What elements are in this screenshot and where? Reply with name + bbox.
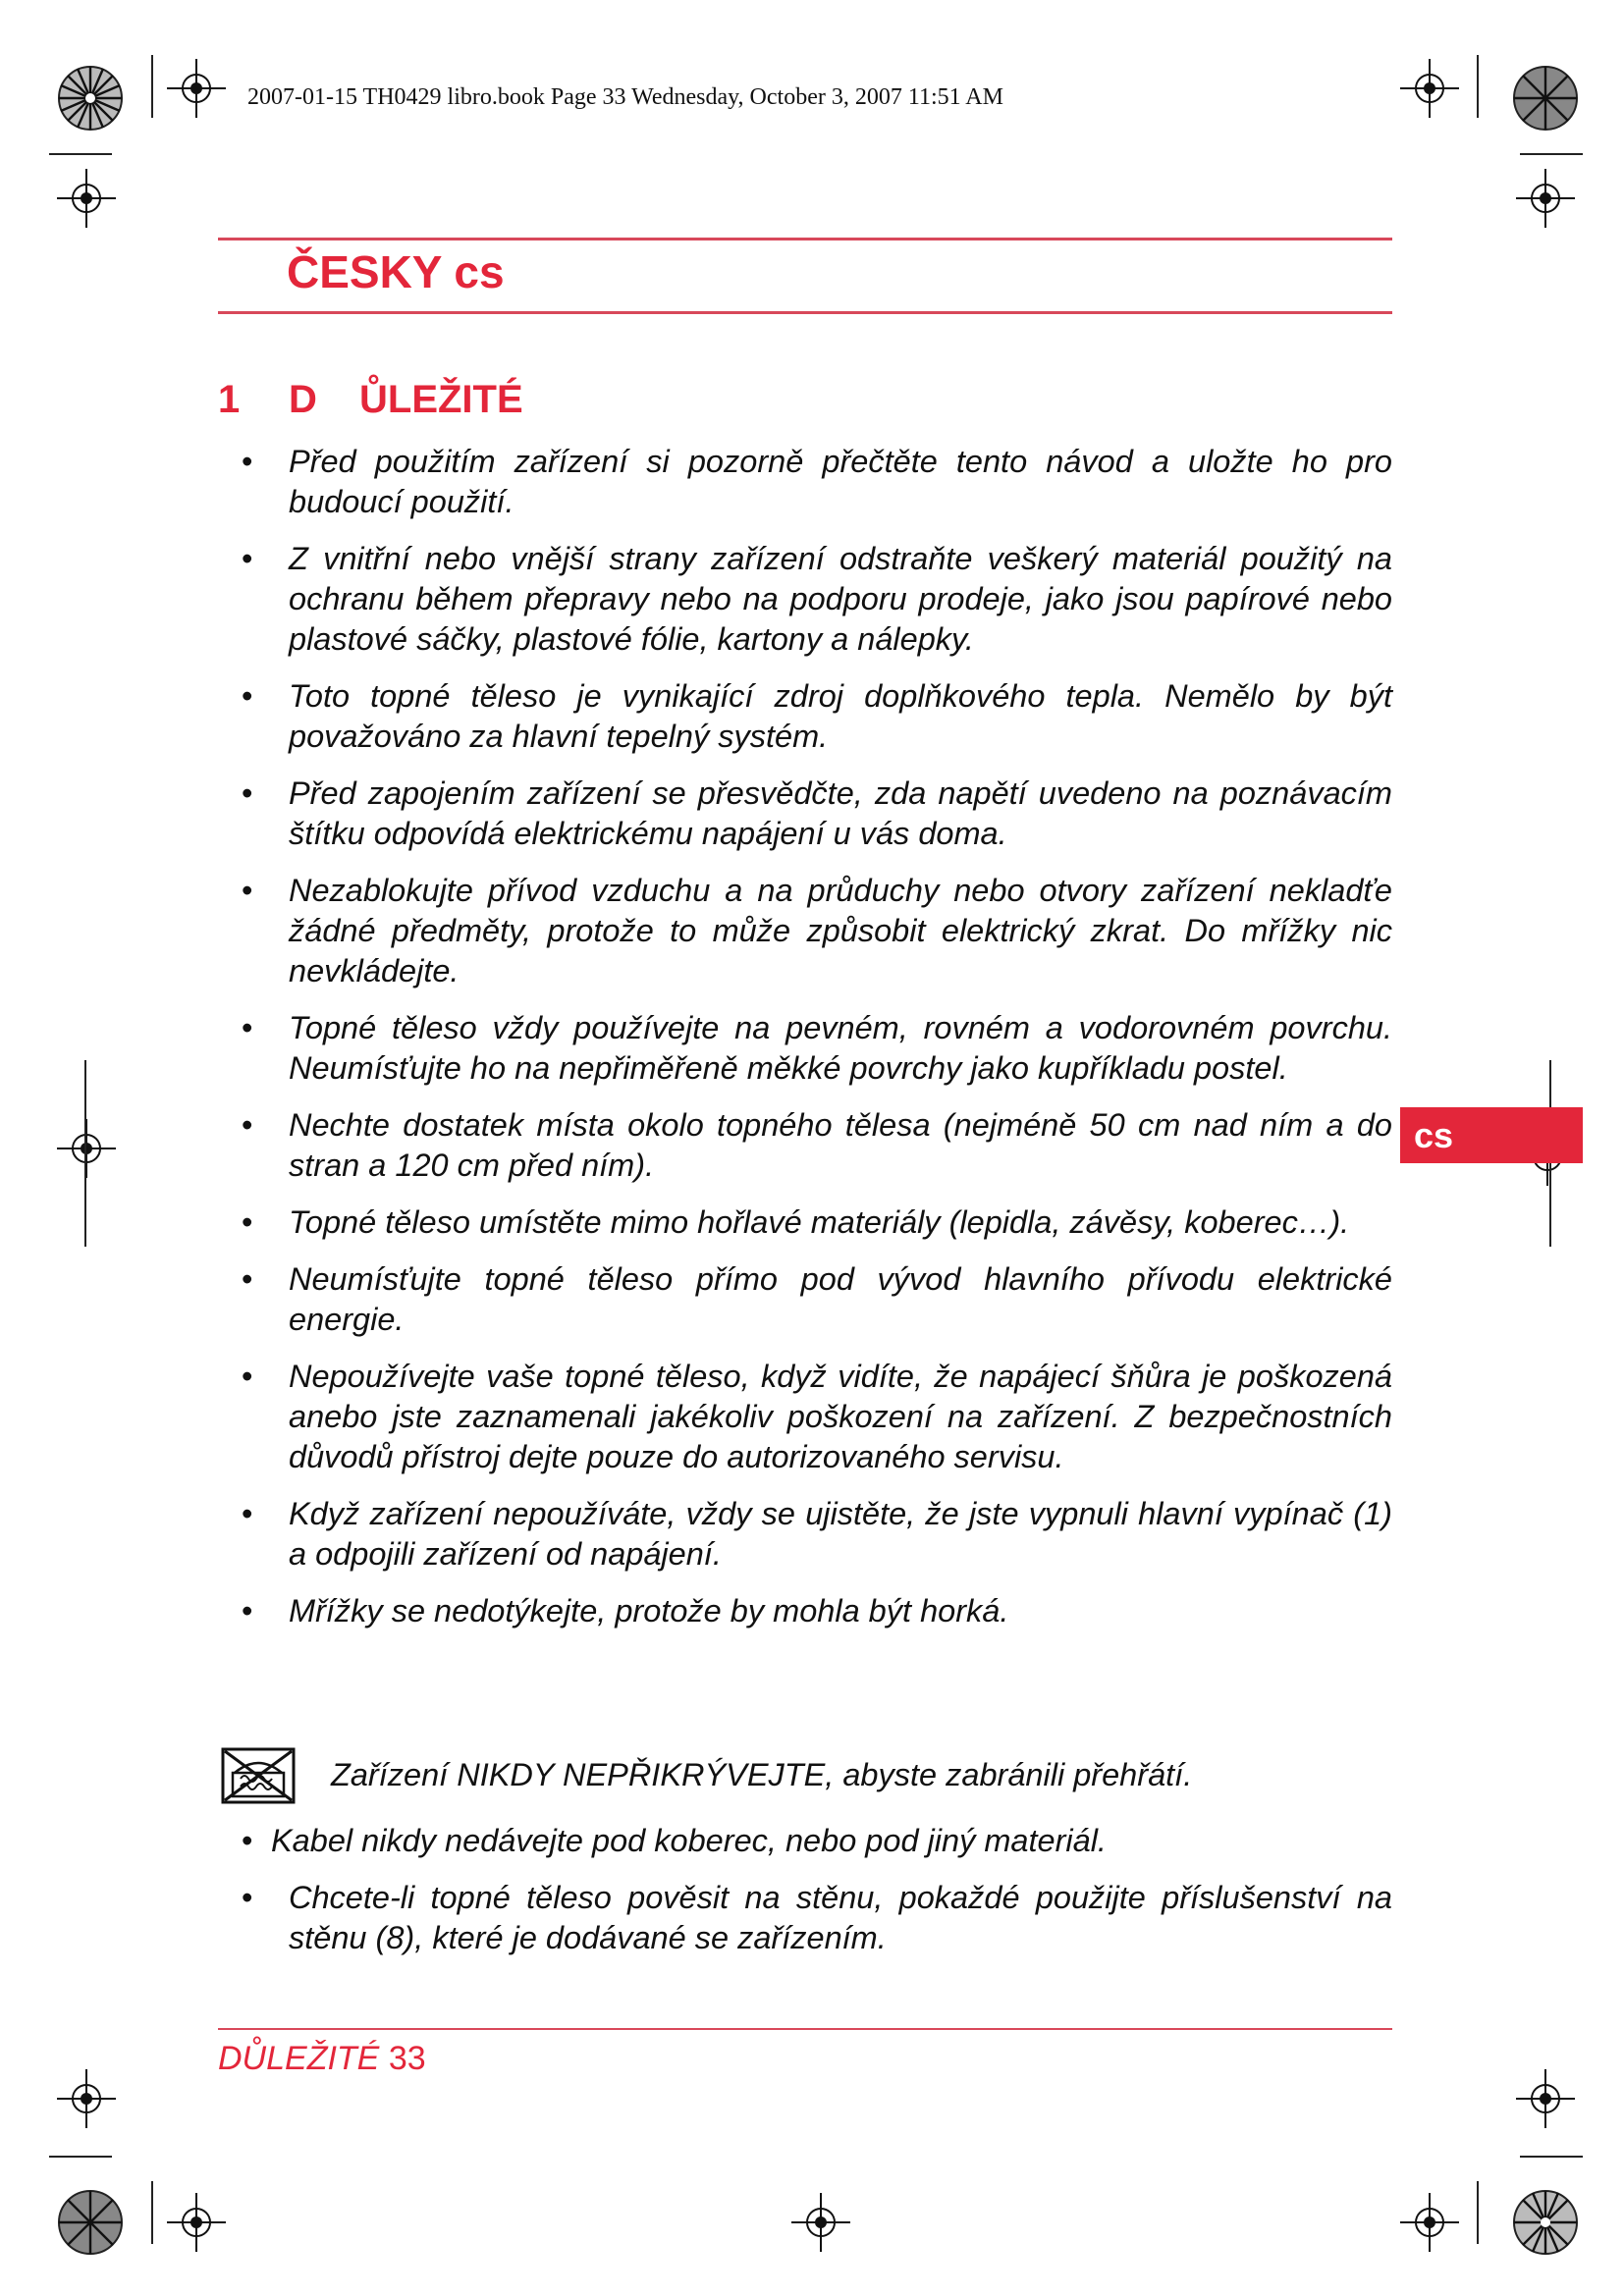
list-item: • Z vnitřní nebo vnější strany zařízení odstraňte veškerý materiál použitý na ochranu během přepravy nebo na podporu prodeje, jako jsou papírové nebo plastové sáčky, plastové fólie, kartony a nálepky.: [242, 541, 1392, 657]
list-item: • Kabel nikdy nedávejte pod koberec, nebo pod jiný materiál.: [240, 1821, 1392, 1861]
trim-mark: [1520, 2156, 1583, 2158]
language-heading: ČESKY cs: [287, 246, 505, 297]
list-item: • Před zapojením zařízení se přesvědčte, zda napětí uvedeno na poznávacím štítku odpovídá elektrickému napájení u vás doma.: [242, 775, 1392, 851]
list-item: • Neumísťujte topné těleso přímo pod vývod hlavního přívodu elektrické energie.: [242, 1261, 1392, 1337]
trim-mark: [151, 2181, 153, 2244]
registration-sunburst-icon: [57, 65, 124, 132]
bullet-icon: •: [242, 1010, 253, 1045]
crosshair-mark-icon: [57, 1119, 116, 1178]
bullet-icon: •: [242, 541, 253, 576]
trim-mark: [151, 55, 153, 118]
bullet-icon: •: [242, 444, 253, 479]
safety-instructions-list: [240, 442, 1392, 1648]
trim-mark: [84, 1060, 86, 1247]
list-item: • Nezablokujte přívod vzduchu a na průduchy nebo otvory zařízení nekladťe žádné předměty, protože to může způsobit elektrický zkrat. Do mřížky nic nevkládejte.: [242, 873, 1392, 988]
trim-mark: [49, 153, 112, 155]
trim-mark: [1477, 55, 1479, 118]
crosshair-mark-icon: [57, 2069, 116, 2128]
trim-mark: [49, 2156, 112, 2158]
section-title-text: ŮLEŽITÉ: [359, 378, 523, 421]
list-item: • Když zařízení nepoužíváte, vždy se ujistěte, že jste vypnuli hlavní vypínač (1) a odpojili zařízení od napájení.: [242, 1496, 1392, 1572]
language-side-tab-label: cs: [1414, 1115, 1454, 1155]
page-footer: [218, 2040, 426, 2078]
crosshair-mark-icon: [167, 59, 226, 118]
bullet-icon: •: [242, 1823, 253, 1858]
list-item: • Mřížky se nedotýkejte, protože by mohla být horká.: [240, 1591, 1392, 1631]
warning-notice: [221, 1747, 1392, 1806]
section-title: [218, 378, 523, 422]
bullet-icon: •: [242, 1359, 253, 1394]
footer-rule: [218, 2028, 1392, 2030]
page-number: 33: [388, 2040, 426, 2077]
print-header: 2007-01-15 TH0429 libro.book Page 33 Wednesday, October 3, 2007 11:51 AM: [247, 84, 1003, 110]
registration-sunburst-icon: [57, 2189, 124, 2256]
crosshair-mark-icon: [1400, 59, 1459, 118]
crosshair-mark-icon: [167, 2193, 226, 2252]
list-item: • Nepoužívejte vaše topné těleso, když vidíte, že napájecí šňůra je poškozená anebo jste zaznamenali jakékoliv poškození na zařízení. Z bezpečnostních důvodů přístroj dejte pouze do autorizovaného servisu.: [242, 1359, 1392, 1474]
section-letter: D: [289, 378, 317, 421]
trim-mark: [1477, 2181, 1479, 2244]
list-item: • Nechte dostatek místa okolo topného tělesa (nejméně 50 cm nad ním a do stran a 120 cm před ním).: [242, 1107, 1392, 1183]
heading-rule-bottom: [218, 311, 1392, 314]
list-item: • Toto topné těleso je vynikající zdroj doplňkového tepla. Nemělo by být považováno za hlavní tepelný systém.: [242, 678, 1392, 754]
bullet-icon: •: [242, 1107, 253, 1143]
crosshair-mark-icon: [1400, 2193, 1459, 2252]
list-item: • Topné těleso umístěte mimo hořlavé materiály (lepidla, závěsy, koberec…).: [240, 1202, 1392, 1243]
do-not-cover-icon: [221, 1747, 296, 1804]
list-item: • Chcete-li topné těleso pověsit na stěnu, pokaždé použijte příslušenství na stěnu (8), které je dodávané se zařízením.: [242, 1880, 1392, 1955]
bullet-icon: •: [242, 1593, 253, 1629]
warning-text: Zařízení NIKDY NEPŘIKRÝVEJTE, abyste zabránili přehřátí.: [331, 1757, 1193, 1792]
trim-mark: [1520, 153, 1583, 155]
heading-rule-top: [218, 238, 1392, 240]
bullet-icon: •: [242, 873, 253, 908]
list-item: • Topné těleso vždy používejte na pevném, rovném a vodorovném povrchu. Neumísťujte ho na nepřiměřeně měkké povrchy jako kupříkladu postel.: [242, 1010, 1392, 1086]
crosshair-mark-icon: [57, 169, 116, 228]
list-item: • Před použitím zařízení si pozorně přečtěte tento návod a uložte ho pro budoucí použití.: [242, 444, 1392, 519]
language-side-tab: [1400, 1107, 1583, 1163]
registration-sunburst-icon: [1512, 65, 1579, 132]
bullet-icon: •: [242, 775, 253, 811]
additional-instructions-list: [240, 1821, 1392, 1975]
bullet-icon: •: [242, 1204, 253, 1240]
crosshair-mark-icon: [1516, 2069, 1575, 2128]
bullet-icon: •: [242, 1496, 253, 1531]
bullet-icon: •: [242, 1880, 253, 1915]
registration-sunburst-icon: [1512, 2189, 1579, 2256]
crosshair-mark-icon: [1516, 169, 1575, 228]
section-number: 1: [218, 378, 241, 421]
bullet-icon: •: [242, 1261, 253, 1297]
footer-title: DŮLEŽITÉ: [218, 2040, 380, 2077]
bullet-icon: •: [242, 678, 253, 714]
crosshair-mark-icon: [791, 2193, 850, 2252]
